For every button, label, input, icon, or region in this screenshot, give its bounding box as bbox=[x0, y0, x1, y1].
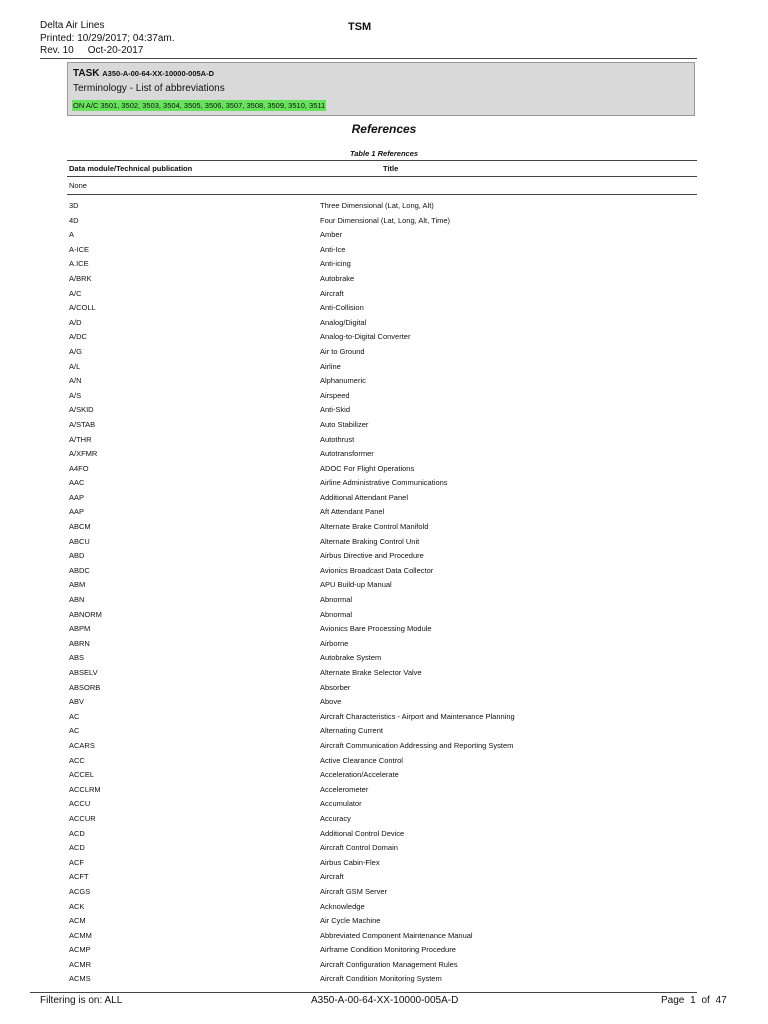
abbreviation-row bbox=[69, 813, 697, 828]
abbreviation-code: ACMM bbox=[69, 930, 92, 940]
abbreviation-title: Aircraft Configuration Management Rules bbox=[320, 959, 458, 969]
abbreviation-title: Anti-Skid bbox=[320, 405, 351, 415]
task-applicability: ON A/C 3501, 3502, 3503, 3504, 3505, 3506, 3507, 3508, 3509, 3510, 3511 bbox=[73, 101, 326, 110]
abbreviation-code: A bbox=[69, 230, 75, 240]
abbreviation-title: Accuracy bbox=[320, 813, 351, 823]
abbreviation-row bbox=[69, 594, 697, 609]
references-heading: References bbox=[351, 122, 417, 136]
abbreviation-row bbox=[69, 536, 697, 551]
column-header-title: Title bbox=[383, 164, 399, 173]
abbreviation-code: A/COLL bbox=[69, 303, 96, 313]
abbreviation-code: ABM bbox=[69, 580, 86, 590]
abbreviation-row bbox=[69, 755, 697, 770]
abbreviation-row bbox=[69, 302, 697, 317]
abbreviation-title: Aircraft bbox=[320, 872, 344, 882]
abbreviation-title: Additional Control Device bbox=[320, 828, 405, 838]
abbreviation-code: ACMP bbox=[69, 945, 91, 955]
abbreviation-title: Auto Stabilizer bbox=[320, 419, 369, 429]
abbreviation-row bbox=[69, 521, 697, 536]
footer-doc-code: A350-A-00-64-XX-10000-005A-D bbox=[311, 995, 459, 1006]
abbreviation-row bbox=[69, 317, 697, 332]
page-indicator bbox=[658, 995, 727, 1006]
abbreviation-row bbox=[69, 696, 697, 711]
abbreviation-row bbox=[69, 390, 697, 405]
abbreviation-title: Analog-to-Digital Converter bbox=[320, 332, 411, 342]
abbreviation-title: Acceleration/Accelerate bbox=[320, 770, 399, 780]
abbreviation-code: ABS bbox=[69, 653, 85, 663]
abbreviation-row bbox=[69, 288, 697, 303]
abbreviation-title: Anti-Ice bbox=[320, 244, 346, 254]
abbreviation-title: Alternate Brake Control Manifold bbox=[320, 522, 429, 532]
printed-date: Printed: 10/29/2017; 04:37am. bbox=[40, 32, 175, 44]
abbreviation-code: ABV bbox=[69, 697, 85, 707]
abbreviation-code: AC bbox=[69, 711, 80, 721]
abbreviation-row bbox=[69, 857, 697, 872]
abbreviation-code: A/STAB bbox=[69, 419, 96, 429]
references-none-cell: None bbox=[69, 181, 87, 190]
abbreviation-row bbox=[69, 740, 697, 755]
abbreviation-title: Accelerometer bbox=[320, 784, 369, 794]
abbreviation-row bbox=[69, 886, 697, 901]
abbreviation-title: Aircraft bbox=[320, 288, 344, 298]
abbreviation-code: ACFT bbox=[69, 872, 89, 882]
page-of-label: of bbox=[701, 995, 710, 1006]
abbreviation-code: ABRN bbox=[69, 638, 90, 648]
table-top-rule bbox=[67, 160, 697, 161]
abbreviation-title: Airframe Condition Monitoring Procedure bbox=[320, 945, 456, 955]
abbreviation-row bbox=[69, 798, 697, 813]
abbreviation-title: Analog/Digital bbox=[320, 317, 367, 327]
abbreviation-code: ACM bbox=[69, 916, 86, 926]
abbreviation-title: Alternate Brake Selector Valve bbox=[320, 668, 422, 677]
abbreviation-row bbox=[69, 652, 697, 667]
abbreviation-row bbox=[69, 725, 697, 740]
abbreviation-code: A.ICE bbox=[69, 259, 89, 269]
abbreviation-code: ABDC bbox=[69, 565, 90, 575]
abbreviation-title: Four Dimensional (Lat, Long, Alt, Time) bbox=[320, 215, 451, 225]
abbreviation-title: Alternate Braking Control Unit bbox=[320, 536, 420, 546]
abbreviation-code: A/THR bbox=[69, 434, 92, 444]
abbreviation-row bbox=[69, 638, 697, 653]
abbreviation-title: APU Build-up Manual bbox=[320, 580, 392, 590]
abbreviation-title: Avionics Broadcast Data Collector bbox=[320, 565, 434, 575]
abbreviation-title: Alternating Current bbox=[320, 726, 383, 736]
abbreviation-title: Aircraft Communication Addressing and Reporting System bbox=[320, 740, 514, 750]
abbreviation-code: ACMS bbox=[69, 974, 91, 984]
abbreviation-code: ABD bbox=[69, 551, 85, 561]
header-divider bbox=[40, 58, 697, 59]
abbreviation-row bbox=[69, 828, 697, 843]
abbreviation-row bbox=[69, 346, 697, 361]
abbreviation-title: Alphanumeric bbox=[320, 376, 366, 386]
abbreviation-code: A4FO bbox=[69, 463, 89, 473]
abbreviation-row bbox=[69, 769, 697, 784]
page-label: Page bbox=[661, 995, 685, 1006]
abbreviation-title: Absorber bbox=[320, 682, 351, 692]
abbreviation-code: ACCLRM bbox=[69, 784, 101, 794]
abbreviation-code: ABPM bbox=[69, 624, 91, 634]
abbreviation-title: Autobrake bbox=[320, 273, 355, 283]
abbreviation-code: A/BRK bbox=[69, 273, 92, 283]
abbreviation-code: AAP bbox=[69, 492, 85, 502]
abbreviation-row bbox=[69, 492, 697, 507]
abbreviation-code: A/S bbox=[69, 390, 82, 400]
abbreviation-row bbox=[69, 200, 697, 215]
abbreviation-code: ACGS bbox=[69, 886, 91, 896]
abbreviation-title: Amber bbox=[320, 230, 343, 240]
abbreviation-code: 3D bbox=[69, 201, 79, 210]
abbreviation-row bbox=[69, 959, 697, 974]
table-header-rule bbox=[67, 176, 697, 177]
abbreviation-row bbox=[69, 682, 697, 697]
abbreviation-code: ABCU bbox=[69, 536, 90, 546]
abbreviation-title: Airline Administrative Communications bbox=[320, 478, 448, 488]
abbreviation-row bbox=[69, 579, 697, 594]
abbreviation-title: Aircraft GSM Server bbox=[320, 886, 388, 896]
abbreviation-title: Abbreviated Component Maintenance Manual bbox=[320, 930, 473, 940]
abbreviation-code: 4D bbox=[69, 215, 79, 225]
table-bottom-rule bbox=[67, 194, 697, 195]
table-caption: Table 1 References bbox=[349, 149, 419, 158]
abbreviation-row bbox=[69, 784, 697, 799]
abbreviation-code: ABCM bbox=[69, 522, 91, 532]
abbreviation-code: A/G bbox=[69, 346, 82, 356]
abbreviation-title: Three Dimensional (Lat, Long, Alt) bbox=[320, 201, 434, 210]
abbreviation-title: Abnormal bbox=[320, 595, 353, 605]
abbreviation-row bbox=[69, 229, 697, 244]
abbreviation-code: ACK bbox=[69, 901, 85, 911]
abbreviation-title: Acknowledge bbox=[320, 901, 365, 911]
abbreviation-row bbox=[69, 901, 697, 916]
abbreviation-code: A-ICE bbox=[69, 244, 90, 254]
abbreviation-title: Airborne bbox=[320, 638, 349, 648]
abbreviation-row bbox=[69, 667, 697, 682]
abbreviation-row bbox=[69, 915, 697, 930]
abbreviation-title: Air to Ground bbox=[320, 346, 365, 356]
abbreviation-row bbox=[69, 404, 697, 419]
revision-date: Oct-20-2017 bbox=[87, 45, 144, 56]
task-title: Terminology - List of abbreviations bbox=[73, 83, 225, 94]
task-box bbox=[67, 62, 695, 116]
abbreviation-title: ADOC For Flight Operations bbox=[320, 463, 415, 473]
abbreviation-code: ACC bbox=[69, 755, 85, 765]
abbreviation-title: Anti-Collision bbox=[320, 303, 364, 313]
abbreviation-row bbox=[69, 463, 697, 478]
page-total: 47 bbox=[715, 995, 727, 1006]
abbreviation-title: Aft Attendant Panel bbox=[320, 507, 385, 517]
abbreviation-code: AAC bbox=[69, 478, 85, 488]
abbreviation-code: AC bbox=[69, 726, 80, 736]
abbreviation-title: Aircraft Condition Monitoring System bbox=[320, 974, 442, 984]
abbreviation-row bbox=[69, 258, 697, 273]
abbreviation-row bbox=[69, 448, 697, 463]
abbreviation-title: Autothrust bbox=[320, 434, 355, 444]
abbreviation-code: A/SKID bbox=[69, 405, 94, 415]
abbreviation-row bbox=[69, 375, 697, 390]
page-number: 1 bbox=[690, 995, 696, 1006]
abbreviation-title: Airbus Directive and Procedure bbox=[320, 551, 424, 561]
abbreviation-title: Autotransformer bbox=[320, 449, 374, 459]
task-code: A350-A-00-64-XX-10000-005A-D bbox=[102, 69, 214, 78]
abbreviation-row bbox=[69, 506, 697, 521]
abbreviation-title: Aircraft Characteristics - Airport and Maintenance Planning bbox=[320, 711, 515, 721]
abbreviation-row bbox=[69, 711, 697, 726]
abbreviation-code: A/C bbox=[69, 288, 82, 298]
abbreviation-code: ACD bbox=[69, 828, 85, 838]
abbreviation-title: Above bbox=[320, 697, 342, 707]
abbreviation-row bbox=[69, 273, 697, 288]
abbreviation-code: ACMR bbox=[69, 959, 92, 969]
abbreviation-code: A/L bbox=[69, 361, 81, 371]
abbreviation-title: Avionics Bare Processing Module bbox=[320, 624, 432, 634]
abbreviation-row bbox=[69, 973, 697, 988]
abbreviation-row bbox=[69, 419, 697, 434]
abbreviation-code: ABSORB bbox=[69, 682, 101, 692]
filter-status: Filtering is on: ALL bbox=[40, 995, 123, 1006]
abbreviation-code: A/N bbox=[69, 376, 82, 386]
abbreviation-code: ABNORM bbox=[69, 609, 102, 619]
abbreviation-code: A/D bbox=[69, 317, 82, 327]
abbreviation-row bbox=[69, 215, 697, 230]
abbreviation-title: Airline bbox=[320, 361, 341, 371]
abbreviation-row bbox=[69, 565, 697, 580]
abbreviation-row bbox=[69, 361, 697, 376]
abbreviation-row bbox=[69, 244, 697, 259]
abbreviation-title: Active Clearance Control bbox=[320, 755, 403, 765]
abbreviation-row bbox=[69, 944, 697, 959]
abbreviation-title: Aircraft Control Domain bbox=[320, 843, 398, 853]
abbreviation-row bbox=[69, 871, 697, 886]
abbreviation-code: ACCEL bbox=[69, 770, 95, 780]
abbreviation-title: Air Cycle Machine bbox=[320, 916, 381, 926]
abbreviation-code: ACD bbox=[69, 843, 85, 853]
abbreviation-code: A/XFMR bbox=[69, 449, 98, 459]
abbreviation-title: Airspeed bbox=[320, 390, 350, 400]
abbreviation-title: Autobrake System bbox=[320, 653, 382, 663]
abbreviation-row bbox=[69, 477, 697, 492]
task-id-line bbox=[73, 68, 214, 79]
abbreviation-row bbox=[69, 434, 697, 449]
abbreviation-list bbox=[69, 200, 697, 988]
abbreviation-code: ACF bbox=[69, 857, 84, 867]
abbreviation-title: Additional Attendant Panel bbox=[320, 492, 408, 502]
abbreviation-row bbox=[69, 609, 697, 624]
manual-name: TSM bbox=[348, 21, 372, 33]
abbreviation-row bbox=[69, 842, 697, 857]
footer-divider bbox=[30, 992, 697, 993]
abbreviation-code: A/DC bbox=[69, 332, 87, 342]
column-header-publication: Data module/Technical publication bbox=[69, 164, 193, 173]
abbreviation-row bbox=[69, 331, 697, 346]
revision-line bbox=[40, 45, 175, 58]
abbreviation-title: Accumulator bbox=[320, 799, 362, 809]
company-name: Delta Air Lines bbox=[40, 20, 105, 31]
abbreviation-row bbox=[69, 930, 697, 945]
task-label: TASK bbox=[73, 68, 100, 79]
abbreviation-title: Anti-icing bbox=[320, 259, 351, 269]
abbreviation-code: ACCUR bbox=[69, 813, 96, 823]
abbreviation-code: AAP bbox=[69, 507, 85, 517]
abbreviation-row bbox=[69, 623, 697, 638]
abbreviation-code: ABSELV bbox=[69, 668, 98, 677]
abbreviation-code: ACCU bbox=[69, 799, 91, 809]
abbreviation-row bbox=[69, 550, 697, 565]
abbreviation-code: ABN bbox=[69, 595, 85, 605]
revision-label: Rev. 10 bbox=[40, 45, 74, 56]
abbreviation-title: Airbus Cabin-Flex bbox=[320, 857, 380, 867]
abbreviation-code: ACARS bbox=[69, 740, 95, 750]
document-header-left bbox=[40, 20, 175, 58]
abbreviation-title: Abnormal bbox=[320, 609, 353, 619]
